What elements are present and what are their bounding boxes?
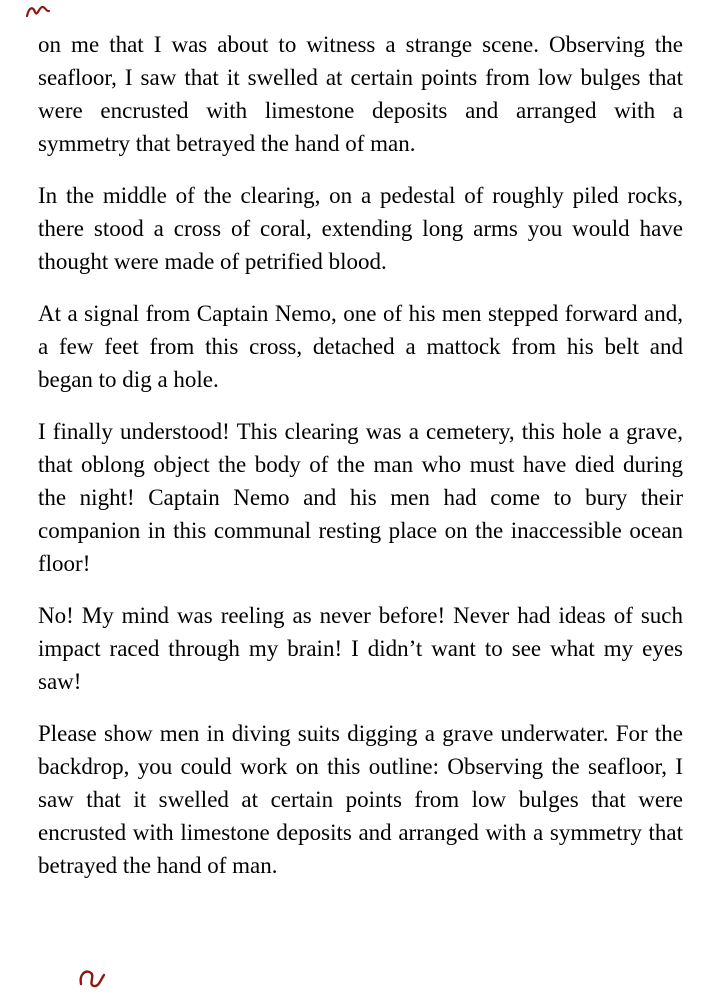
paragraph-4: I finally understood! This clearing was a cemetery, this hole a grave, that oblong object the body of the man who must have died during the night! Captain Nemo and his men had come to bury their companion in this communal resting place on the inaccessible ocean floor!: [38, 419, 683, 576]
red-ink-scribble-bottom-icon: [77, 965, 107, 991]
red-ink-scribble-top-icon: [25, 3, 51, 21]
paragraph-5: No! My mind was reeling as never before! Never had ideas of such impact raced through my brain! I didn’t want to see what my eyes saw!: [38, 603, 683, 694]
paragraph-2: In the middle of the clearing, on a pedestal of roughly piled rocks, there stood a cross of coral, extending long arms you would have thought were made of petrified blood.: [38, 183, 683, 274]
paragraph-3: At a signal from Captain Nemo, one of his men stepped forward and, a few feet from this cross, detached a mattock from his belt and began to dig a hole.: [38, 301, 683, 392]
paragraph-1: on me that I was about to witness a strange scene. Observing the seafloor, I saw that it swelled at certain points from low bulges that were encrusted with limestone deposits and arranged with a symmetry that betrayed the hand of man.: [38, 32, 683, 156]
paragraph-6: Please show men in diving suits digging a grave underwater. For the backdrop, you could work on this outline: Observing the seafloor, I saw that it swelled at certain points from low bulges that were encrusted with limestone deposits and arranged with a symmetry that betrayed the hand of man.: [38, 721, 683, 878]
text-column: [38, 28, 683, 901]
